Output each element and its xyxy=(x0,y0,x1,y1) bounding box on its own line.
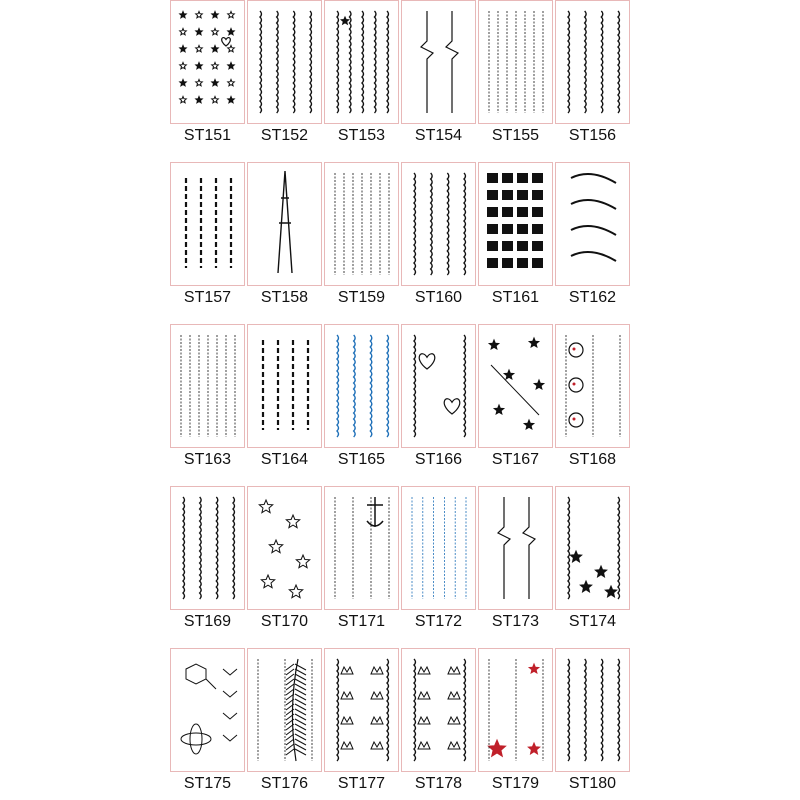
tattoo-preview-image xyxy=(170,0,245,124)
product-code-label: ST166 xyxy=(414,451,463,468)
tattoo-preview-image xyxy=(401,162,476,286)
tattoo-artwork xyxy=(171,1,245,124)
product-code-label: ST163 xyxy=(183,451,232,468)
tattoo-artwork xyxy=(248,1,322,124)
product-tile[interactable] xyxy=(247,648,322,800)
tattoo-preview-image xyxy=(478,324,553,448)
tattoo-artwork xyxy=(325,325,399,448)
product-tile[interactable] xyxy=(170,162,245,314)
product-tile[interactable] xyxy=(401,162,476,314)
tattoo-preview-image xyxy=(247,324,322,448)
tattoo-artwork xyxy=(248,163,322,286)
product-code-label: ST153 xyxy=(337,127,386,144)
tattoo-preview-image xyxy=(324,162,399,286)
product-tile[interactable] xyxy=(555,162,630,314)
product-tile[interactable] xyxy=(247,486,322,638)
product-code-label: ST180 xyxy=(568,775,617,792)
product-code-label: ST169 xyxy=(183,613,232,630)
product-tile[interactable] xyxy=(401,486,476,638)
tattoo-preview-image xyxy=(555,162,630,286)
product-code-label: ST168 xyxy=(568,451,617,468)
tattoo-preview-image xyxy=(324,648,399,772)
product-tile[interactable] xyxy=(247,324,322,476)
product-tile[interactable] xyxy=(555,648,630,800)
product-tile[interactable] xyxy=(324,648,399,800)
tattoo-artwork xyxy=(248,649,322,772)
product-tile[interactable] xyxy=(401,324,476,476)
tattoo-artwork xyxy=(556,163,630,286)
tattoo-artwork xyxy=(479,163,553,286)
tattoo-artwork xyxy=(248,325,322,448)
tattoo-artwork xyxy=(479,325,553,448)
tattoo-preview-image xyxy=(247,0,322,124)
tattoo-preview-image xyxy=(324,0,399,124)
tattoo-artwork xyxy=(171,325,245,448)
tattoo-artwork xyxy=(171,163,245,286)
product-code-label: ST156 xyxy=(568,127,617,144)
product-code-label: ST175 xyxy=(183,775,232,792)
product-tile[interactable] xyxy=(170,324,245,476)
product-code-label: ST174 xyxy=(568,613,617,630)
tattoo-catalog-grid xyxy=(170,0,632,800)
product-code-label: ST152 xyxy=(260,127,309,144)
product-tile[interactable] xyxy=(247,162,322,314)
product-tile[interactable] xyxy=(324,162,399,314)
tattoo-artwork xyxy=(556,649,630,772)
tattoo-artwork xyxy=(402,487,476,610)
product-tile[interactable] xyxy=(555,324,630,476)
tattoo-artwork xyxy=(171,649,245,772)
tattoo-artwork xyxy=(479,1,553,124)
tattoo-artwork xyxy=(325,649,399,772)
tattoo-preview-image xyxy=(247,162,322,286)
product-code-label: ST179 xyxy=(491,775,540,792)
product-code-label: ST177 xyxy=(337,775,386,792)
product-code-label: ST171 xyxy=(337,613,386,630)
tattoo-artwork xyxy=(402,163,476,286)
tattoo-preview-image xyxy=(478,648,553,772)
tattoo-preview-image xyxy=(555,486,630,610)
tattoo-artwork xyxy=(402,325,476,448)
tattoo-artwork xyxy=(479,649,553,772)
product-code-label: ST154 xyxy=(414,127,463,144)
tattoo-preview-image xyxy=(401,0,476,124)
tattoo-artwork xyxy=(248,487,322,610)
product-tile[interactable] xyxy=(170,486,245,638)
product-code-label: ST155 xyxy=(491,127,540,144)
product-tile[interactable] xyxy=(478,0,553,152)
product-code-label: ST167 xyxy=(491,451,540,468)
product-code-label: ST165 xyxy=(337,451,386,468)
tattoo-artwork xyxy=(325,487,399,610)
product-tile[interactable] xyxy=(478,486,553,638)
product-code-label: ST159 xyxy=(337,289,386,306)
product-tile[interactable] xyxy=(478,324,553,476)
tattoo-preview-image xyxy=(170,648,245,772)
product-code-label: ST161 xyxy=(491,289,540,306)
product-tile[interactable] xyxy=(401,0,476,152)
product-tile[interactable] xyxy=(478,162,553,314)
product-code-label: ST170 xyxy=(260,613,309,630)
product-code-label: ST158 xyxy=(260,289,309,306)
product-code-label: ST176 xyxy=(260,775,309,792)
tattoo-preview-image xyxy=(324,324,399,448)
product-code-label: ST160 xyxy=(414,289,463,306)
product-code-label: ST162 xyxy=(568,289,617,306)
tattoo-preview-image xyxy=(247,648,322,772)
tattoo-artwork xyxy=(479,487,553,610)
product-tile[interactable] xyxy=(170,648,245,800)
product-tile[interactable] xyxy=(478,648,553,800)
product-tile[interactable] xyxy=(555,486,630,638)
tattoo-artwork xyxy=(556,325,630,448)
product-tile[interactable] xyxy=(324,0,399,152)
product-tile[interactable] xyxy=(324,486,399,638)
tattoo-preview-image xyxy=(478,486,553,610)
tattoo-artwork xyxy=(556,1,630,124)
tattoo-preview-image xyxy=(170,486,245,610)
tattoo-artwork xyxy=(171,487,245,610)
tattoo-preview-image xyxy=(478,162,553,286)
tattoo-preview-image xyxy=(401,486,476,610)
tattoo-preview-image xyxy=(478,0,553,124)
product-tile[interactable] xyxy=(555,0,630,152)
tattoo-preview-image xyxy=(555,0,630,124)
tattoo-artwork xyxy=(402,1,476,124)
tattoo-artwork xyxy=(325,1,399,124)
tattoo-preview-image xyxy=(401,324,476,448)
product-code-label: ST178 xyxy=(414,775,463,792)
product-code-label: ST157 xyxy=(183,289,232,306)
product-code-label: ST164 xyxy=(260,451,309,468)
product-tile[interactable] xyxy=(324,324,399,476)
product-tile[interactable] xyxy=(247,0,322,152)
product-code-label: ST172 xyxy=(414,613,463,630)
product-tile[interactable] xyxy=(401,648,476,800)
tattoo-preview-image xyxy=(555,648,630,772)
tattoo-preview-image xyxy=(555,324,630,448)
product-tile[interactable] xyxy=(170,0,245,152)
tattoo-preview-image xyxy=(170,162,245,286)
tattoo-preview-image xyxy=(401,648,476,772)
tattoo-preview-image xyxy=(170,324,245,448)
product-code-label: ST173 xyxy=(491,613,540,630)
tattoo-artwork xyxy=(402,649,476,772)
tattoo-preview-image xyxy=(324,486,399,610)
tattoo-preview-image xyxy=(247,486,322,610)
product-code-label: ST151 xyxy=(183,127,232,144)
tattoo-artwork xyxy=(556,487,630,610)
tattoo-artwork xyxy=(325,163,399,286)
